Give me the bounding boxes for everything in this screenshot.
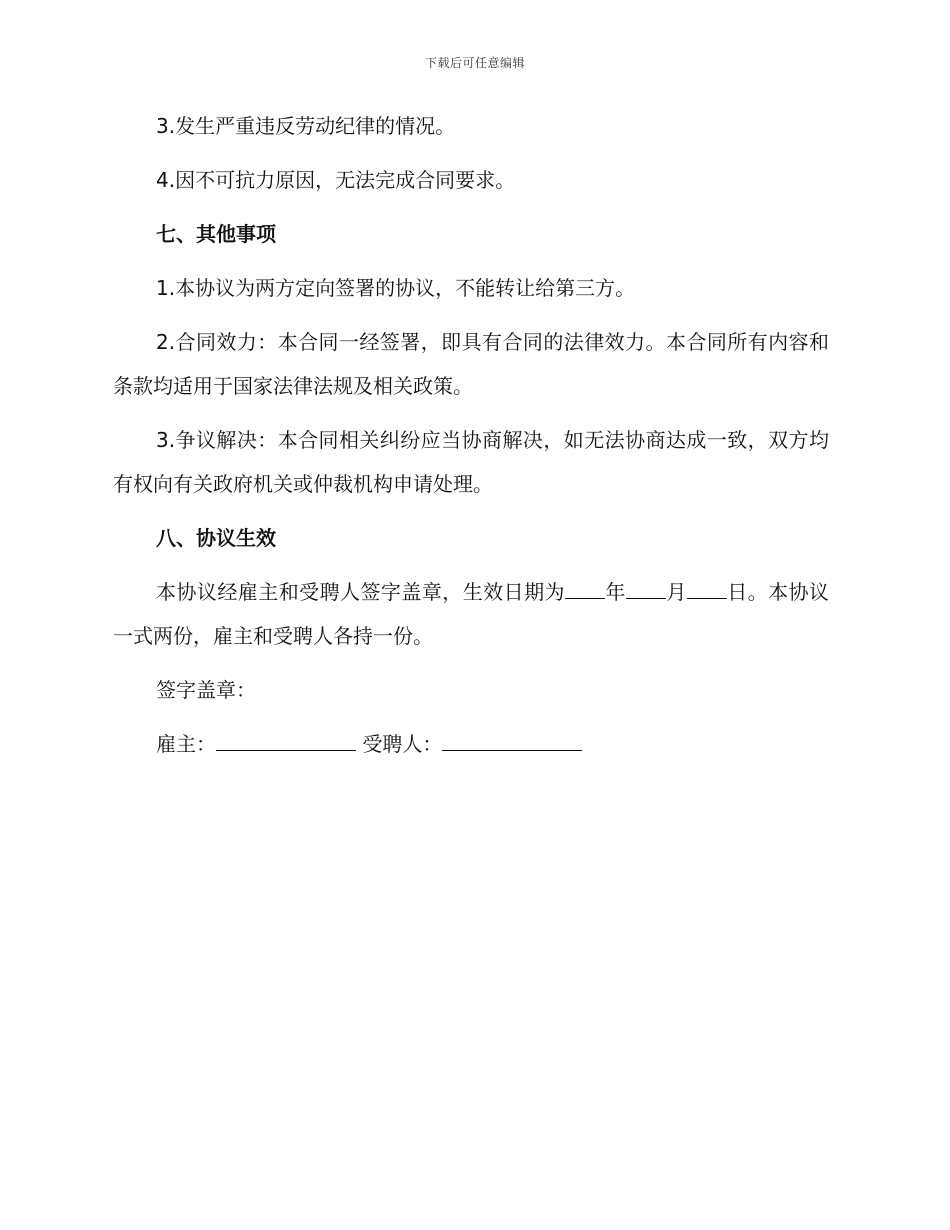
clause-4: 4.因不可抗力原因，无法完成合同要求。 bbox=[156, 168, 516, 192]
sign-label: 签字盖章： bbox=[156, 678, 256, 702]
employee-signature-line bbox=[442, 728, 582, 751]
year-blank bbox=[565, 576, 605, 599]
month-blank bbox=[626, 576, 666, 599]
header-note: 下载后可任意编辑 bbox=[424, 56, 525, 70]
other-item-2: 2.合同效力：本合同一经签署，即具有合同的法律效力。本合同所有内容和条款均适用于国家法律法规及相关政策。 bbox=[113, 330, 829, 398]
effective-text: 本协议经雇主和受聘人签字盖章，生效日期为 bbox=[156, 580, 565, 604]
clause-3: 3.发生严重违反劳动纪律的情况。 bbox=[156, 114, 456, 138]
section-heading-7: 七、其他事项 bbox=[156, 222, 276, 246]
day-and-copies-text: 日。本协议一式两份，雇主和受聘人各持一份。 bbox=[113, 580, 830, 648]
section-heading-8: 八、协议生效 bbox=[156, 526, 276, 550]
employer-label: 雇主： bbox=[156, 732, 216, 756]
document-body bbox=[113, 104, 829, 766]
effective-paragraph bbox=[113, 570, 829, 658]
other-item-1: 1.本协议为两方定向签署的协议，不能转让给第三方。 bbox=[156, 276, 636, 300]
employee-label: 受聘人： bbox=[362, 732, 443, 756]
year-label: 年 bbox=[604, 580, 626, 604]
signature-row bbox=[113, 722, 829, 766]
other-item-3: 3.争议解决：本合同相关纠纷应当协商解决，如无法协商达成一致，双方均有权向有关政府机关或仲裁机构申请处理。 bbox=[113, 428, 829, 496]
employer-signature-line bbox=[216, 728, 356, 751]
day-blank bbox=[687, 576, 727, 599]
month-label: 月 bbox=[665, 580, 687, 604]
